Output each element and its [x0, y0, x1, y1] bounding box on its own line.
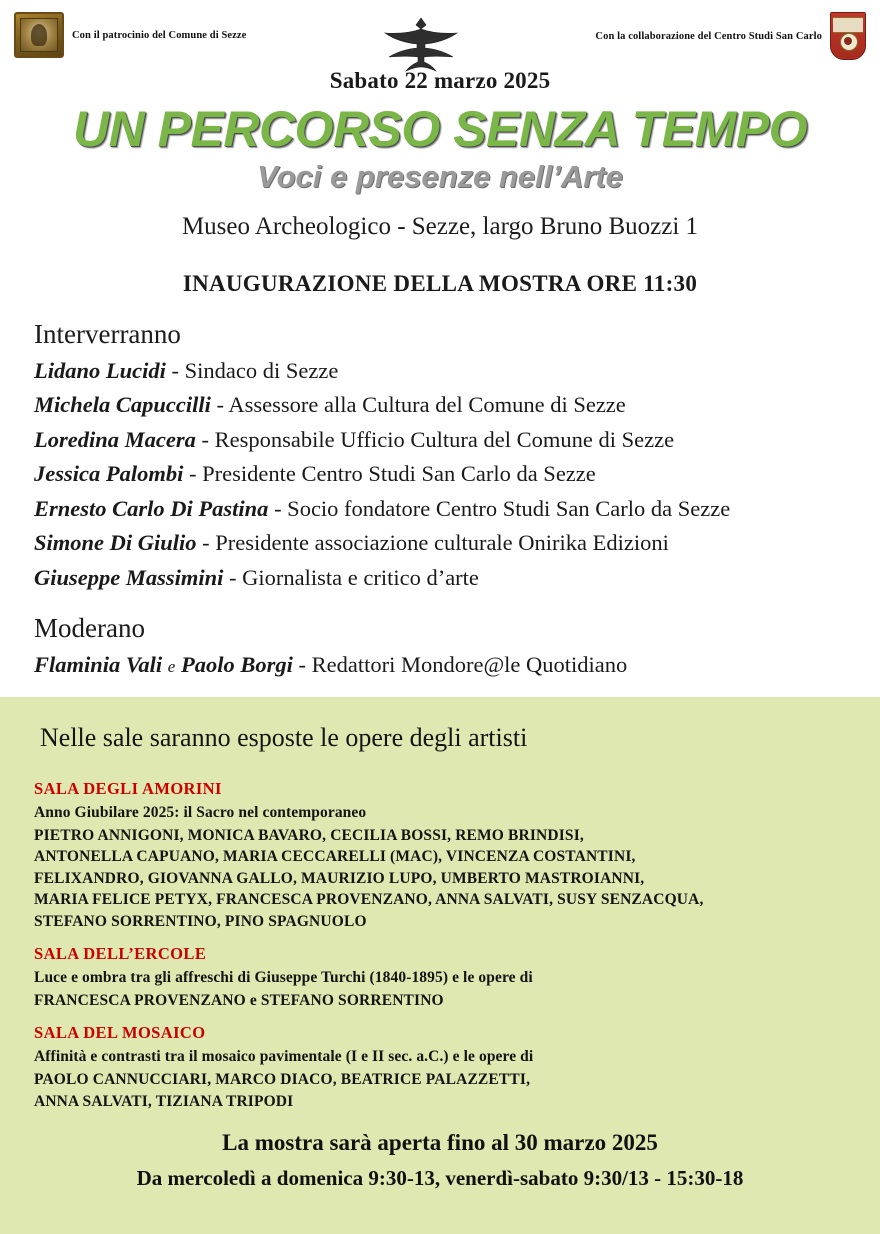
speaker-role: - Presidente Centro Studi San Carlo da Sezze [183, 461, 596, 487]
room-title: SALA DEGLI AMORINI [34, 779, 222, 798]
speaker-name: Jessica Palombi [34, 461, 184, 487]
poster-header [0, 0, 880, 62]
speaker-row [34, 357, 852, 384]
patronage-right [595, 12, 866, 60]
speaker-name: Loredina Macera [34, 426, 196, 452]
exhibition-closing-date: La mostra sarà aperta fino al 30 marzo 2025 [222, 1130, 658, 1155]
speaker-name: Lidano Lucidi [34, 358, 166, 383]
exhibition-room [34, 944, 846, 1011]
patronage-left-label: Con il patrocinio del Comune di Sezze [72, 29, 247, 41]
artist-line: PAOLO CANNUCCIARI, MARCO DIACO, BEATRICE PALAZZETTI, [34, 1071, 531, 1089]
speaker-role: - Giornalista e critico d’arte [223, 564, 479, 590]
room-artists [34, 990, 846, 1011]
speaker-name: Michela Capuccilli [34, 392, 211, 418]
speaker-row [34, 495, 852, 522]
event-opening-time: INAUGURAZIONE DELLA MOSTRA ORE 11:30 [182, 271, 698, 296]
artist-line: FRANCESCA PROVENZANO e STEFANO SORRENTINO [34, 991, 444, 1009]
room-title: SALA DELL’ERCOLE [34, 943, 207, 963]
speaker-row [34, 564, 852, 591]
room-description: Affinità e contrasti tra il mosaico pavimentale (I e II sec. a.C.) e le opere di [34, 1048, 534, 1066]
speaker-row [34, 391, 852, 418]
speaker-role: - Socio fondatore Centro Studi San Carlo da Sezze [268, 495, 731, 521]
room-title: SALA DEL MOSAICO [34, 1023, 206, 1043]
room-description: Luce e ombra tra gli affreschi di Giuseppe Turchi (1840-1895) e le opere di [34, 968, 533, 986]
speaker-row [34, 460, 852, 487]
speaker-name: Ernesto Carlo Di Pastina [34, 495, 269, 521]
exhibition-section [0, 697, 880, 1234]
speaker-role: - Responsabile Ufficio Cultura del Comune di Sezze [195, 426, 675, 452]
room-artists [34, 825, 846, 932]
centro-studi-san-carlo-crest-icon [830, 12, 866, 60]
speaker-name: Simone Di Giulio [34, 530, 197, 556]
patronage-right-label: Con la collaborazione del Centro Studi San Carlo [595, 30, 822, 42]
room-description: Anno Giubilare 2025: il Sacro nel contemporaneo [34, 804, 367, 821]
moderator-conjunction: e [167, 657, 176, 677]
speaker-role: - Presidente associazione culturale Onirika Edizioni [196, 530, 669, 556]
moderator-name-2: Paolo Borgi [180, 652, 293, 678]
artist-line: STEFANO SORRENTINO, PINO SPAGNUOLO [34, 912, 367, 930]
artist-line: MARIA FELICE PETYX, FRANCESCA PROVENZANO, ANNA SALVATI, SUSY SENZACQUA, [34, 891, 704, 909]
moderators-heading: Moderano [34, 613, 145, 644]
event-info-section [0, 68, 880, 679]
speaker-role: - Assessore alla Cultura del Comune di Sezze [210, 392, 626, 418]
exhibition-room [34, 779, 846, 932]
event-venue: Museo Archeologico - Sezze, largo Bruno Buozzi 1 [181, 213, 699, 240]
event-title: UN PERCORSO SENZA TEMPO [73, 101, 807, 157]
artist-line: PIETRO ANNIGONI, MONICA BAVARO, CECILIA BOSSI, REMO BRINDISI, [34, 827, 584, 844]
speaker-row [34, 426, 852, 453]
moderator-name-1: Flaminia Vali [34, 652, 163, 678]
exhibition-opening-hours: Da mercoledì a domenica 9:30-13, venerdì-sabato 9:30/13 - 15:30-18 [136, 1166, 744, 1190]
moderator-role: - Redattori Mondore@le Quotidiano [292, 652, 628, 678]
room-artists [34, 1069, 846, 1112]
event-subtitle: Voci e presenze nell’Arte [257, 159, 623, 194]
speakers-heading: Interverranno [34, 319, 181, 349]
exhibition-room [34, 1023, 846, 1112]
patronage-left [14, 12, 246, 58]
speaker-name: Giuseppe Massimini [34, 564, 224, 590]
artist-line: ANNA SALVATI, TIZIANA TRIPODI [34, 1092, 294, 1110]
speaker-role: - Sindaco di Sezze [165, 358, 339, 383]
exhibition-heading: Nelle sale saranno esposte le opere degli artisti [40, 723, 528, 752]
speaker-row [34, 529, 852, 556]
eagle-emblem-icon [373, 12, 469, 74]
moderator-row [34, 651, 852, 678]
event-date: Sabato 22 marzo 2025 [329, 68, 551, 93]
comune-di-sezze-coat-of-arms-icon [14, 12, 64, 58]
artist-line: ANTONELLA CAPUANO, MARIA CECCARELLI (MAC), VINCENZA COSTANTINI, [34, 848, 636, 866]
artist-line: FELIXANDRO, GIOVANNA GALLO, MAURIZIO LUPO, UMBERTO MASTROIANNI, [34, 869, 645, 887]
